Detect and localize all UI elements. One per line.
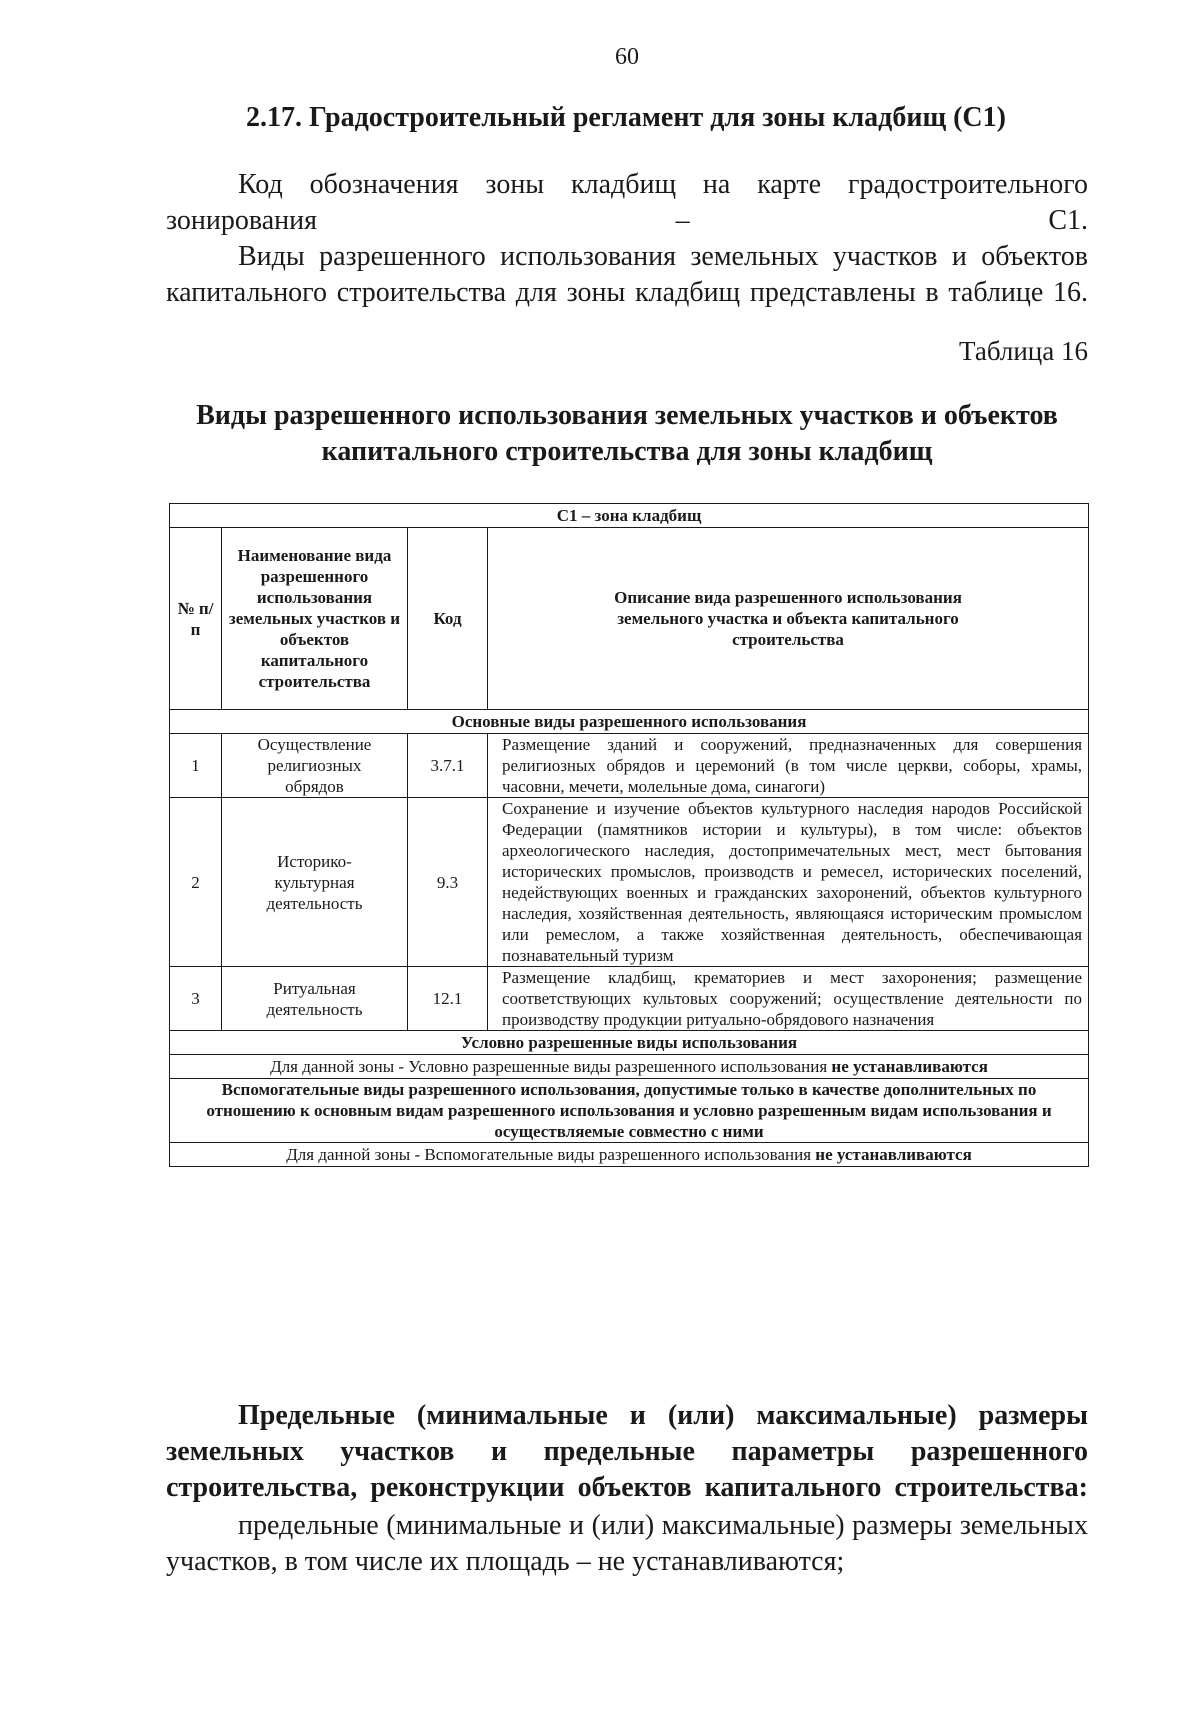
table-row xyxy=(170,798,1089,967)
auxiliary-note-status: не устанавливаются xyxy=(815,1145,972,1164)
row-num: 1 xyxy=(170,734,222,798)
main-section-label: Основные виды разрешенного использования xyxy=(170,710,1089,734)
auxiliary-section-label: Вспомогательные виды разрешенного использования, допустимые только в качестве дополнительных по отношению к основным видам разрешенного использования и условно разрешенным видам использования и осуществляемые совместно с ними xyxy=(170,1079,1089,1143)
zone-header: С1 – зона кладбищ xyxy=(170,504,1089,528)
table-row xyxy=(170,734,1089,798)
column-header-code: Код xyxy=(408,528,488,710)
row-code: 12.1 xyxy=(408,967,488,1031)
auxiliary-note-row xyxy=(170,1143,1089,1167)
limits-heading: Предельные (минимальные и (или) максимальные) размеры земельных участков и предельные параметры разрешенного строительства, реконструкции объектов капитального строительства: xyxy=(166,1400,1088,1503)
limits-paragraph: предельные (минимальные и (или) максимальные) размеры земельных участков, в том числе их площадь – не устанавливаются; xyxy=(166,1510,1088,1577)
section-heading: 2.17. Градостроительный регламент для зоны кладбищ (С1) xyxy=(246,102,1006,133)
conditional-note xyxy=(170,1055,1089,1079)
conditional-note-text: Для данной зоны - Условно разрешенные виды разрешенного использования xyxy=(270,1057,828,1076)
row-code: 3.7.1 xyxy=(408,734,488,798)
conditional-note-row xyxy=(170,1055,1089,1079)
conditional-section-label: Условно разрешенные виды использования xyxy=(170,1031,1089,1055)
table-title: Виды разрешенного использования земельных участков и объектов капитального строительства для зоны кладбищ xyxy=(196,400,1058,467)
auxiliary-note xyxy=(170,1143,1089,1167)
row-code: 9.3 xyxy=(408,798,488,967)
conditional-note-status: не устанавливаются xyxy=(831,1057,988,1076)
auxiliary-note-text: Для данной зоны - Вспомогательные виды разрешенного использования xyxy=(286,1145,812,1164)
paragraph-zone-code: Код обозначения зоны кладбищ на карте градостроительного зонирования – С1. xyxy=(166,169,1088,236)
page-number: 60 xyxy=(615,44,639,70)
column-header-name: Наименование вида разрешенного использования земельных участков и объектов капитального строительства xyxy=(222,528,408,710)
zone-header-row xyxy=(170,504,1089,528)
row-name: Ритуальная деятельность xyxy=(222,967,408,1031)
row-description: Размещение кладбищ, крематориев и мест захоронения; размещение соответствующих культовых сооружений; осуществление деятельности по производству продукции ритуально-обрядового назначения xyxy=(488,967,1089,1031)
permitted-uses-table xyxy=(169,503,1089,1167)
auxiliary-section-row xyxy=(170,1079,1089,1143)
column-header-description: Описание вида разрешенного использования земельного участка и объекта капитального строительства xyxy=(488,528,1089,710)
row-name: Историко-культурная деятельность xyxy=(222,798,408,967)
row-name: Осуществление религиозных обрядов xyxy=(222,734,408,798)
column-header-row xyxy=(170,528,1089,710)
paragraph-table-reference: Виды разрешенного использования земельных участков и объектов капитального строительства для зоны кладбищ представлены в таблице 16. xyxy=(166,241,1088,308)
row-num: 2 xyxy=(170,798,222,967)
table-label: Таблица 16 xyxy=(959,336,1088,366)
row-description: Размещение зданий и сооружений, предназначенных для совершения религиозных обрядов и церемоний (в том числе церкви, соборы, храмы, часовни, мечети, молельные дома, синагоги) xyxy=(488,734,1089,798)
main-section-row xyxy=(170,710,1089,734)
row-description: Сохранение и изучение объектов культурного наследия народов Российской Федерации (памятников истории и культуры), в том числе: объектов археологического наследия, достопримечательных мест, мест бытования исторических промыслов, производств и ремесел, исторических поселений, недействующих военных и гражданских захоронений, объектов культурного наследия, хозяйственная деятельность, являющаяся историческим промыслом или ремеслом, а также хозяйственная деятельность, обеспечивающая познавательный туризм xyxy=(488,798,1089,967)
row-num: 3 xyxy=(170,967,222,1031)
conditional-section-row xyxy=(170,1031,1089,1055)
table-row xyxy=(170,967,1089,1031)
column-header-num: № п/п xyxy=(170,528,222,710)
